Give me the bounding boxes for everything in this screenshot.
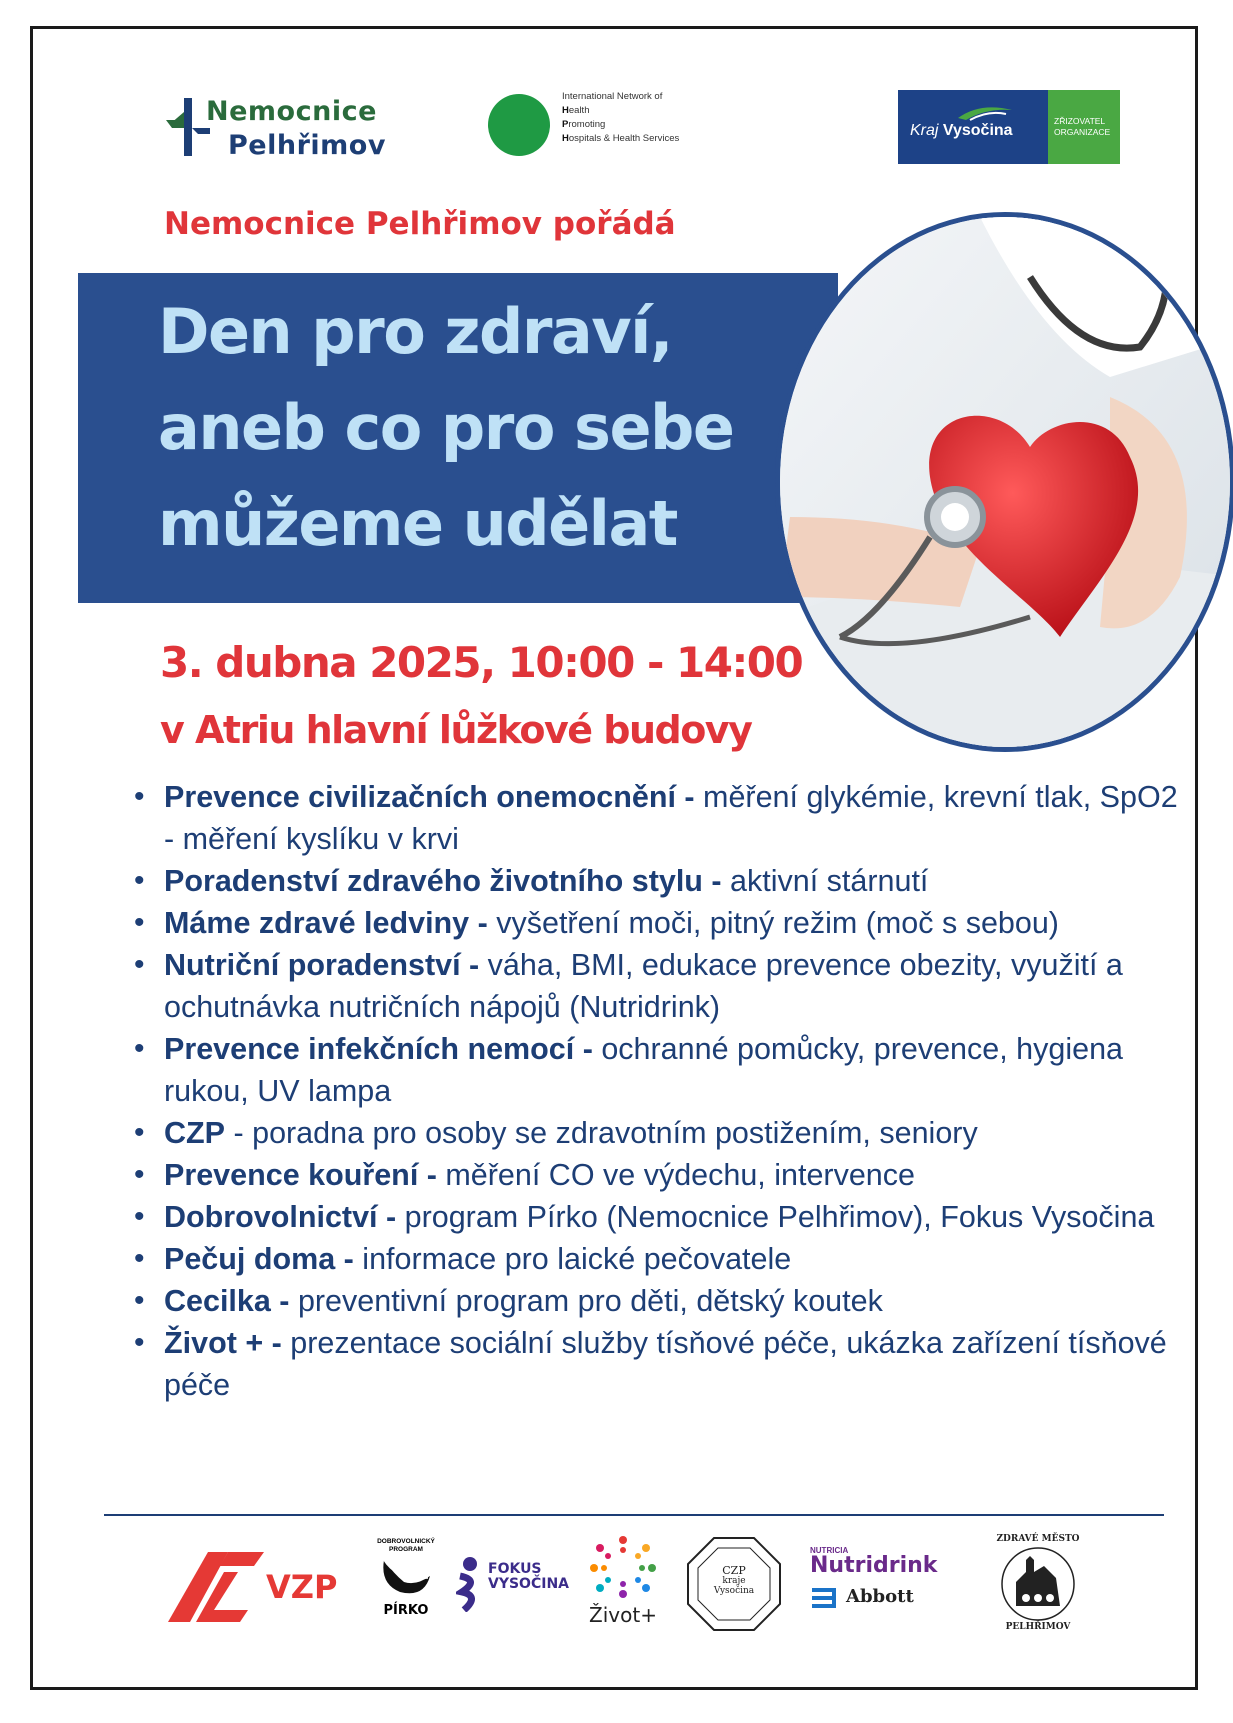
title-line-1: Den pro zdraví, (158, 295, 672, 368)
nutricia-text: NUTRICIA (810, 1546, 849, 1555)
list-item: • CZP - poradna pro osoby se zdravotním postižením, seniory (132, 1112, 1182, 1154)
list-item: • Život + - prezentace sociální služby tísňové péče, ukázka zařízení tísňové péče (132, 1322, 1182, 1406)
healthy-city-seal-icon (986, 1532, 1090, 1636)
title-line-3: můžeme udělat (158, 487, 677, 560)
dots-burst-icon (588, 1534, 658, 1598)
abbott-icon (810, 1586, 838, 1608)
feather-icon (376, 1554, 436, 1598)
list-item: • Pečuj doma - informace pro laické pečovatele (132, 1238, 1182, 1280)
bullet-icon: • (134, 906, 145, 939)
bullet-icon: • (134, 1284, 145, 1317)
list-item: • Cecilka - preventivní program pro děti, dětský koutek (132, 1280, 1182, 1322)
czp-logo (686, 1536, 782, 1632)
fokus-logo (456, 1556, 569, 1616)
abbott-text: Abbott (846, 1586, 914, 1607)
zivot-text: Život+ (589, 1603, 657, 1627)
list-item: • Prevence infekčních nemocí - ochranné pomůcky, prevence, hygiena rukou, UV lampa (132, 1028, 1182, 1112)
hph-logo (488, 90, 728, 164)
founder-badge: ZŘIZOVATEL ORGANIZACE (1048, 90, 1120, 164)
list-item: • Nutriční poradenství - váha, BMI, edukace prevence obezity, využití a ochutnávka nutričních nápojů (Nutridrink) (132, 944, 1182, 1028)
hospital-logo (166, 92, 396, 172)
bullet-icon: • (134, 1242, 145, 1275)
czp-text-2: kraje (722, 1576, 746, 1586)
nutridrink-abbott-logo (810, 1546, 960, 1626)
bullet-icon: • (134, 1158, 145, 1191)
bullet-icon: • (134, 864, 145, 897)
czp-text-3: Vysočina (713, 1586, 755, 1596)
fokus-text-2: VYSOČINA (488, 1576, 569, 1592)
vzp-text: VZP (266, 1568, 338, 1606)
title-line-2: aneb co pro sebe (158, 391, 734, 464)
event-place: v Atriu hlavní lůžkové budovy (160, 708, 752, 752)
sponsor-logos (160, 1532, 1110, 1642)
bullet-icon: • (134, 1032, 145, 1065)
kraj-word: Kraj (910, 122, 939, 139)
title-banner (78, 273, 838, 603)
hph-text: International Network of Health Promoting Hospitals & Health Services (562, 91, 680, 144)
kraj-vysocina-logo (898, 90, 1120, 164)
fokus-mark-icon (456, 1556, 484, 1612)
list-item: • Máme zdravé ledviny - vyšetření moči, pitný režim (moč s sebou) (132, 902, 1182, 944)
bullet-icon: • (134, 1116, 145, 1149)
bullet-icon: • (134, 1326, 145, 1359)
footer-divider (104, 1514, 1164, 1516)
list-item: • Prevence civilizačních onemocnění - měření glykémie, krevní tlak, SpO2 - měření kyslíku v krvi (132, 776, 1182, 860)
pirko-logo (366, 1538, 446, 1630)
hospital-name-line2: Pelhřimov (228, 130, 386, 161)
green-circle-icon (488, 94, 550, 156)
list-item: • Prevence kouření - měření CO ve výdechu, intervence (132, 1154, 1182, 1196)
pirko-top-text: DOBROVOLNICKÝ PROGRAM (377, 1538, 435, 1553)
bullet-icon: • (134, 1200, 145, 1233)
swoosh-icon (956, 104, 1014, 122)
heart-stethoscope-illustration (780, 217, 1233, 752)
vzp-logo (168, 1552, 338, 1622)
vzp-mark-icon (168, 1552, 264, 1622)
zivot-plus-logo (578, 1534, 668, 1634)
pirko-text: PÍRKO (383, 1603, 429, 1618)
bullet-icon: • (134, 780, 145, 813)
healthy-city-bottom-text: PELHŘIMOV (1005, 1622, 1071, 1632)
vysocina-word: Vysočina (942, 122, 1013, 139)
hospital-name-line1: Nemocnice (206, 96, 377, 127)
program-list (132, 776, 1182, 1406)
nutridrink-text: Nutridrink (810, 1553, 938, 1578)
list-item: • Dobrovolnictví - program Pírko (Nemocnice Pelhřimov), Fokus Vysočina (132, 1196, 1182, 1238)
doctor-heart-photo (775, 212, 1233, 752)
organizer-heading: Nemocnice Pelhřimov pořádá (164, 206, 676, 242)
event-date: 3. dubna 2025, 10:00 - 14:00 (160, 638, 803, 687)
healthy-city-logo (986, 1532, 1090, 1636)
list-item: • Poradenství zdravého životního stylu - aktivní stárnutí (132, 860, 1182, 902)
healthy-city-top-text: ZDRAVÉ MĚSTO (996, 1534, 1080, 1544)
bullet-icon: • (134, 948, 145, 981)
fokus-text-1: FOKUS (488, 1561, 542, 1577)
czp-text-1: CZP (722, 1564, 746, 1577)
